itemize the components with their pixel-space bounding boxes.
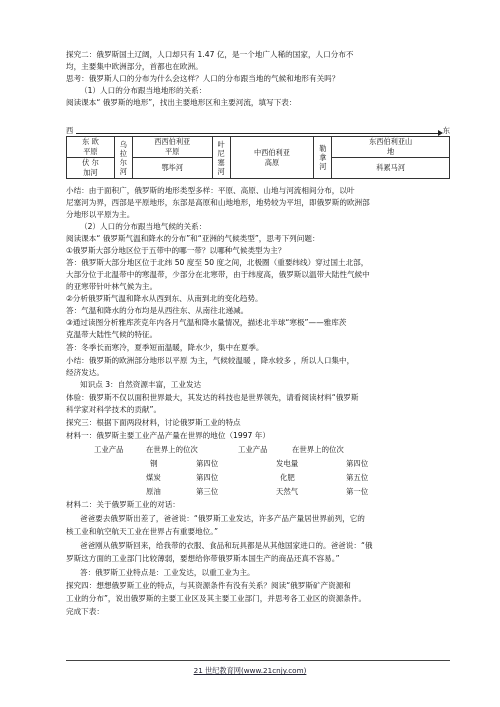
paragraph: 体验：俄罗斯不仅以面积世界最大，其发达的科技也是世界领先，请看阅读材料“俄罗斯 <box>66 393 359 402</box>
table-cell: 东 欧 平原 <box>67 137 115 158</box>
products-header: 工业产品 <box>238 445 268 454</box>
paragraph: 材料二：关于俄罗斯工业的对话： <box>66 500 180 509</box>
paragraph: ②分析俄罗斯气温和降水从西到东、从南到北的变化趋势。 <box>66 294 263 303</box>
paragraph: 阅读课本“ 俄罗斯的地形”，找出主要地形区和主要河流，填写下表： <box>66 98 297 107</box>
table-cell: 西西伯利亚 平原 <box>132 137 212 158</box>
paragraph: 爸爸刚从俄罗斯回来，给我带的衣服、食品和玩具都是从其他国家进口的。爸爸说：“俄 <box>80 541 373 550</box>
paragraph: 思考：俄罗斯人口的分布为什么会这样？人口的分布跟当地的气候和地形有关吗？ <box>66 74 340 83</box>
products-header: 在世界上的位次 <box>146 445 198 454</box>
paragraph: 答：俄罗斯工业特点是：工业发达，以重工业为主。 <box>80 568 255 577</box>
ural-river-cell: 乌 拉 尔 河 <box>114 137 132 179</box>
paragraph: 经济发达。 <box>66 368 104 377</box>
table-cell: 鄂毕河 <box>132 158 212 179</box>
product-name: 天然气 <box>276 487 299 496</box>
footer-divider <box>66 660 450 661</box>
product-name: 钢 <box>150 459 158 468</box>
products-header: 工业产品 <box>94 445 124 454</box>
product-rank: 第五位 <box>346 473 369 482</box>
product-rank: 第四位 <box>196 473 219 482</box>
west-east-axis <box>66 126 450 136</box>
paragraph: 答：气温和降水的分布均是从西往东、从南往北递减。 <box>66 306 249 315</box>
product-rank: 第一位 <box>346 487 369 496</box>
paragraph: 大部分位于北温带中的寒温带，少部分在北寒带，由于纬度高，俄罗斯以温带大陆性气候中 <box>66 270 370 279</box>
paragraph: 科学家对科学技术的贡献”。 <box>66 405 162 414</box>
paragraph: 探究二：俄罗斯国土辽阔，人口却只有 1.47 亿，是一个地广人稀的国家，人口分布不 <box>66 50 354 59</box>
yenisei-cell: 叶 尼 塞 河 <box>212 137 230 179</box>
paragraph: ①俄罗斯大部分地区位于五带中的哪一带？以哪种气候类型为主？ <box>66 246 286 255</box>
axis-west-label: 西 <box>66 126 74 135</box>
table-cell: 科累马河 <box>332 158 450 179</box>
lena-cell: 勒 拿 河 <box>314 137 332 179</box>
product-name: 煤炭 <box>146 473 161 482</box>
paragraph: 答：俄罗斯大部分地区位于北纬 50 度至 50 度之间，北极圈（重要纬线）穿过国土北部， <box>66 258 369 267</box>
axis-east-label: 东 <box>442 126 450 135</box>
table-cell: 中西伯利亚 高原 <box>230 137 314 179</box>
paragraph: 完成下表： <box>66 607 104 616</box>
paragraph: （2）人口的分布跟当地气候的关系： <box>80 222 207 231</box>
paragraph: ③通过读图分析雅库茨克年内各月气温和降水量情况，描述北半球“寒极”——雅库茨 <box>66 318 347 327</box>
paragraph: 探究三：根据下面两段材料，讨论俄罗斯工业的特点 <box>66 418 241 427</box>
paragraph: 爸爸要去俄罗斯出差了，爸爸说：“俄罗斯工业发达，许多产品产量居世界前列，它的 <box>80 514 365 523</box>
paragraph: 核工业和航空航天工业在世界占有重要地位。” <box>66 527 219 536</box>
paragraph: 小结：由于面积广，俄罗斯的地形类型多样：平原、高原、山地与河流相间分布，以叶 <box>66 186 355 195</box>
product-rank: 第四位 <box>346 459 369 468</box>
product-name: 化肥 <box>280 473 295 482</box>
product-name: 发电量 <box>276 459 299 468</box>
terrain-table <box>66 136 450 179</box>
paragraph: 尼塞河为界，西部是平原地形，东部是高原和山地地形，地势较为平坦，即俄罗斯的欧洲部 <box>66 198 370 207</box>
axis-line <box>76 133 440 134</box>
product-name: 原油 <box>146 487 161 496</box>
paragraph: （1）人口的分布跟当地地形的关系： <box>80 86 207 95</box>
paragraph: 知识点 3：自然资源丰富，工业发达 <box>80 380 202 389</box>
paragraph: 答：冬季长而寒冷，夏季短而温暖，降水少，集中在夏季。 <box>66 343 264 352</box>
paragraph: 材料一：俄罗斯主要工业产品产量在世界的地位（1997 年） <box>66 431 270 440</box>
paragraph: 克温带大陆性气候的特征。 <box>66 330 158 339</box>
paragraph: 工业的分布”，说出俄罗斯的主要工业区及其主要工业部门，并思考各工业区的资源条件。 <box>66 594 367 603</box>
product-rank: 第四位 <box>196 459 219 468</box>
table-cell: 伏 尔 加河 <box>67 158 115 179</box>
paragraph: 罗斯这方面的工业部门比较薄弱，要想给你带俄罗斯本国生产的商品还真不容易。” <box>66 554 340 563</box>
product-rank: 第三位 <box>196 487 219 496</box>
paragraph: 均，主要集中欧洲部分，首都也在欧洲。 <box>66 62 203 71</box>
table-row <box>67 137 450 158</box>
footer-link[interactable]: 21 世纪教育网(www.21cnjy.com) <box>193 666 307 675</box>
paragraph: 小结：俄罗斯的欧洲部分地形以平原 为主，气候较温暖 ，降水较多 ，所以人口集中， <box>66 356 355 365</box>
paragraph: 的亚寒带针叶林气候为主。 <box>66 282 158 291</box>
table-cell: 东西伯利亚山 地 <box>332 137 450 158</box>
paragraph: 阅读课本“ 俄罗斯气温和降水的分布”和“亚洲的气候类型”，思考下列问题： <box>66 234 320 243</box>
paragraph: 探究四：想想俄罗斯工业的特点，与其资源条件有没有关系？阅读“俄罗斯矿产资源和 <box>66 581 351 590</box>
paragraph: 分地形以平原为主。 <box>66 210 135 219</box>
products-header: 在世界上的位次 <box>292 445 344 454</box>
